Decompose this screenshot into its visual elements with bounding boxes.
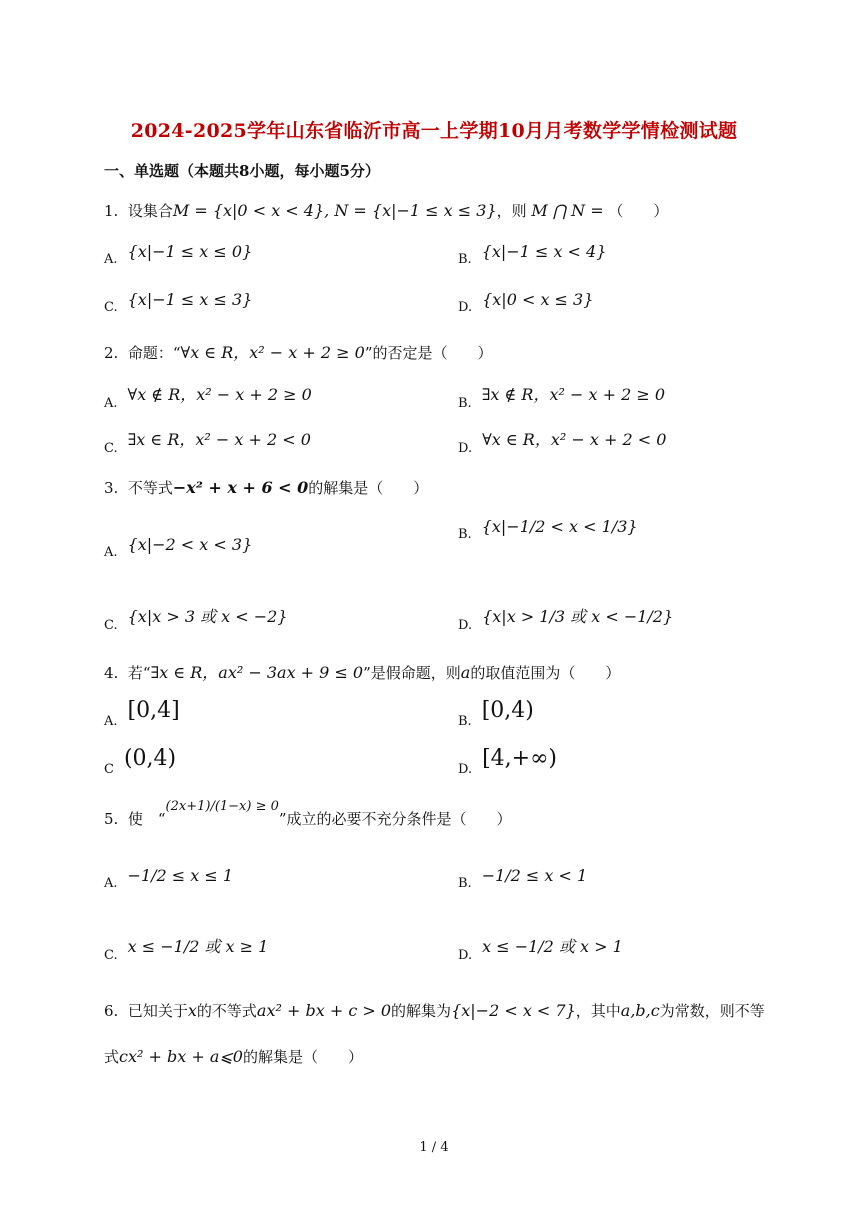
question-1-options (104, 242, 764, 290)
question-3-stem: 3. 不等式−x² + x + 6 < 0的解集是（ ） (104, 478, 429, 497)
option-c: C. ∃x ∈ R，x² − x + 2 < 0 (104, 430, 311, 456)
option-c: C. {x|−1 ≤ x ≤ 3} (104, 290, 253, 315)
option-d: D. {x|x > 1/3 或 x < −1/2} (458, 607, 674, 633)
question-2-options-2 (104, 427, 764, 475)
math-expression: −x² + x + 6 < 0 (172, 478, 309, 497)
option-b: B. [0,4) (458, 698, 534, 729)
option-b: B. −1/2 ≤ x < 1 (458, 866, 588, 891)
question-3-options-2 (104, 604, 764, 652)
question-5-stem: 5. 使 “(2x+1)/(1−x) ≥ 0”成立的必要不充分条件是（ ） (104, 799, 512, 828)
option-c: C. x ≤ −1/2 或 x ≥ 1 (104, 937, 269, 963)
question-5-options-2 (104, 934, 764, 982)
option-a: A. −1/2 ≤ x ≤ 1 (104, 866, 234, 891)
question-4-stem: 4. 若“∃x ∈ R，ax² − 3ax + 9 ≤ 0”是假命题，则a的取值范围为（ ） (104, 663, 621, 682)
option-b: B. {x|−1 ≤ x < 4} (458, 242, 607, 267)
question-2-options (104, 382, 764, 430)
option-a: A. {x|−2 < x < 3} (104, 535, 253, 560)
option-d: D. [4,+∞) (458, 746, 558, 777)
question-2-stem: 2. 命题：“∀x ∈ R，x² − x + 2 ≥ 0”的否定是（ ） (104, 343, 493, 362)
question-1-options-2 (104, 290, 764, 338)
math-expression: cx² + bx + a⩽0 (119, 1047, 243, 1066)
page-number: 1 / 4 (419, 1140, 449, 1155)
math-expression: M ⋂ N = (531, 201, 604, 220)
option-c: C. {x|x > 3 或 x < −2} (104, 607, 288, 633)
option-c: C (0,4) (104, 746, 177, 777)
math-expression: M = {x|0 < x < 4}, N = {x|−1 ≤ x ≤ 3} (172, 201, 497, 220)
section-heading: 一、单选题（本题共8小题，每小题5分） (104, 162, 380, 180)
option-a: A. [0,4] (104, 698, 180, 729)
question-4-options (104, 698, 764, 746)
option-d: D. x ≤ −1/2 或 x > 1 (458, 937, 623, 963)
question-6-stem-2: 式cx² + bx + a⩽0的解集是（ ） (104, 1047, 363, 1066)
question-3-options (104, 517, 764, 583)
question-6-stem: 6. 已知关于x的不等式ax² + bx + c > 0的解集为{x|−2 < x < 7}，其中a,b,c为常数，则不等 (104, 1001, 765, 1020)
question-4-options-2 (104, 746, 764, 794)
option-d: D. {x|0 < x ≤ 3} (458, 290, 594, 315)
math-expression: ax² + bx + c > 0 (256, 1001, 392, 1020)
option-b: B. ∃x ∉ R，x² − x + 2 ≥ 0 (458, 385, 666, 411)
document-title: 2024-2025学年山东省临沂市高一上学期10月月考数学学情检测试题 (130, 120, 738, 142)
option-a: A. ∀x ∉ R，x² − x + 2 ≥ 0 (104, 385, 312, 411)
question-5-options (104, 866, 764, 914)
option-b: B. {x|−1/2 < x < 1/3} (458, 517, 638, 542)
math-expression: ∃x ∈ R，ax² − 3ax + 9 ≤ 0 (150, 663, 364, 682)
question-1-stem: 1. 设集合M = {x|0 < x < 4}, N = {x|−1 ≤ x ≤ 3}，则 M ⋂ N = （ ） (104, 201, 669, 220)
math-expression: (2x+1)/(1−x) ≥ 0 (165, 799, 279, 814)
option-a: A. {x|−1 ≤ x ≤ 0} (104, 242, 253, 267)
option-d: D. ∀x ∈ R，x² − x + 2 < 0 (458, 430, 667, 456)
math-expression: ∀x ∈ R，x² − x + 2 ≥ 0 (180, 343, 365, 362)
